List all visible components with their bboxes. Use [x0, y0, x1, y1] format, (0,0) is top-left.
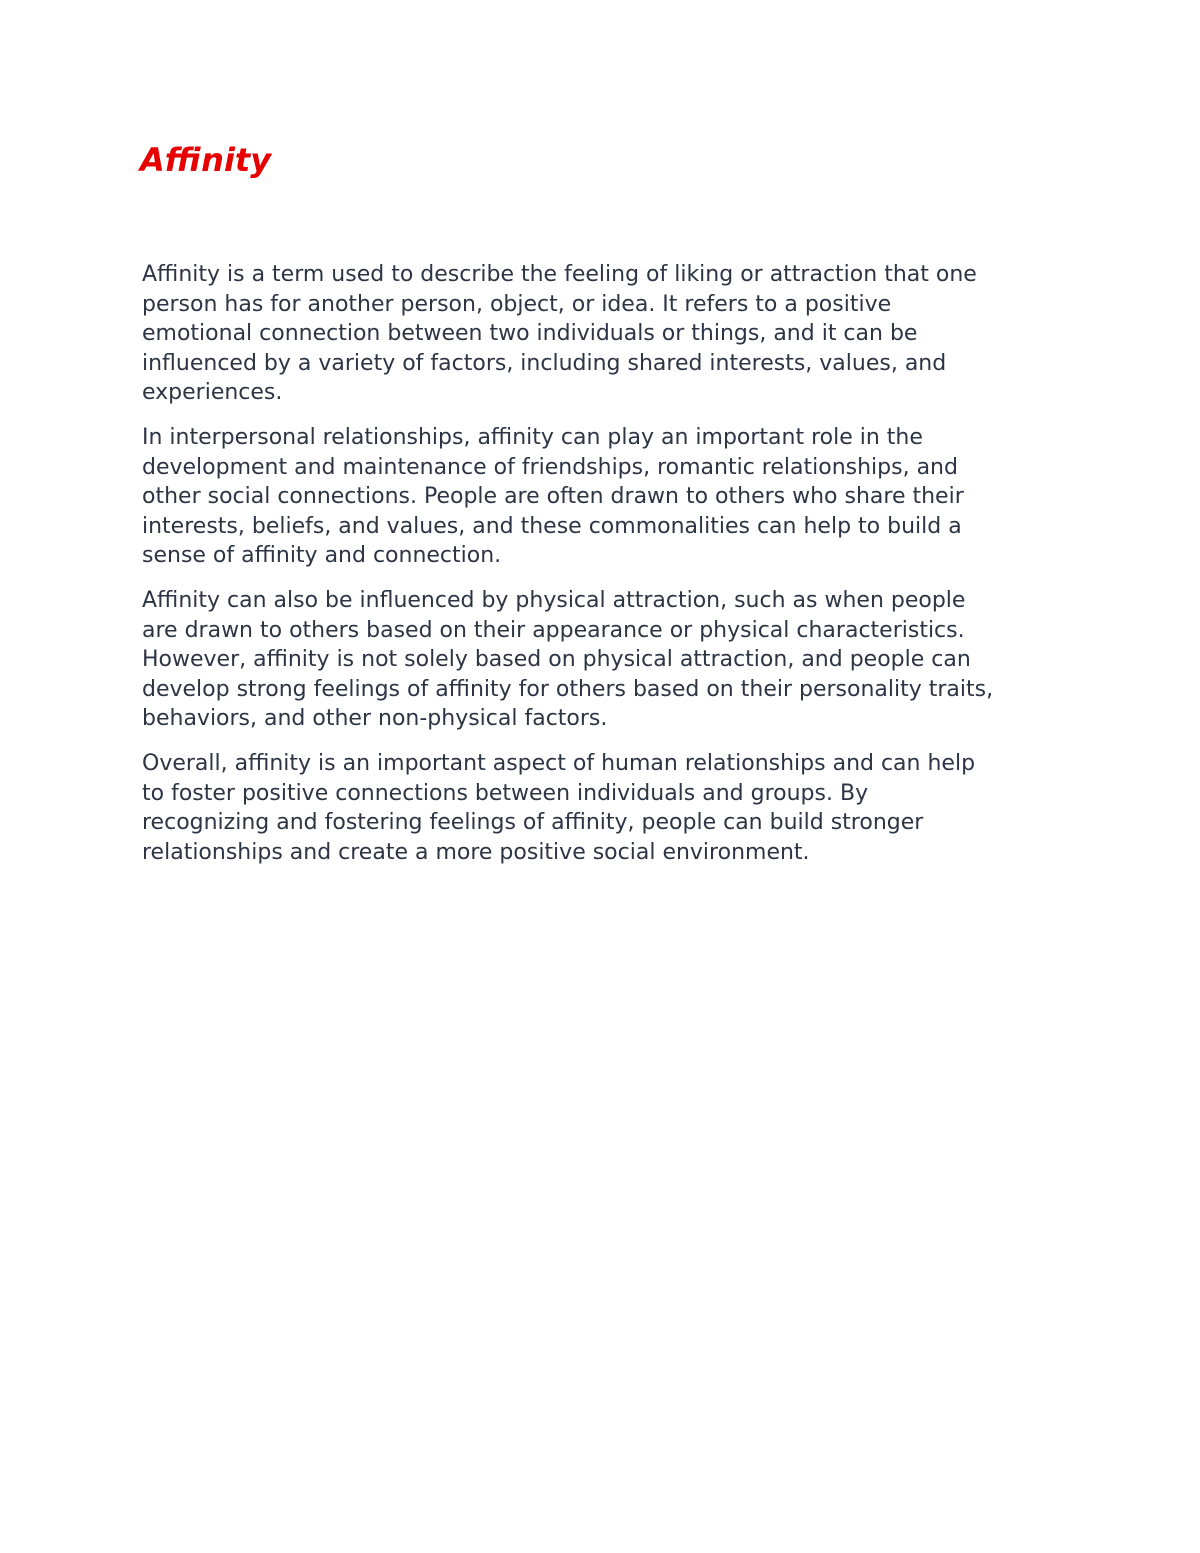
document-title: Affinity	[140, 141, 272, 179]
paragraph-2: In interpersonal relationships, affinity can play an important role in the development and maintenance of friendships, romantic relationships, and other social connections. People are often drawn to others who share their interests, beliefs, and values, and these commonalities can help to build a sense of affinity and connection.	[142, 424, 964, 569]
paragraph-3: Affinity can also be influenced by physical attraction, such as when people are drawn to others based on their appearance or physical characteristics. However, affinity is not solely based on physical attraction, and people can develop strong feelings of affinity for others based on their personality traits, behaviors, and other non-physical factors.	[142, 587, 994, 732]
paragraph-4: Overall, affinity is an important aspect of human relationships and can help to foster positive connections between individuals and groups. By recognizing and fostering feelings of affinity, people can build stronger relationships and create a more positive social environment.	[142, 750, 976, 865]
document-body	[142, 260, 1082, 882]
paragraph-1: Affinity is a term used to describe the feeling of liking or attraction that one person has for another person, object, or idea. It refers to a positive emotional connection between two individuals or things, and it can be influenced by a variety of factors, including shared interests, values, and experiences.	[142, 262, 977, 406]
